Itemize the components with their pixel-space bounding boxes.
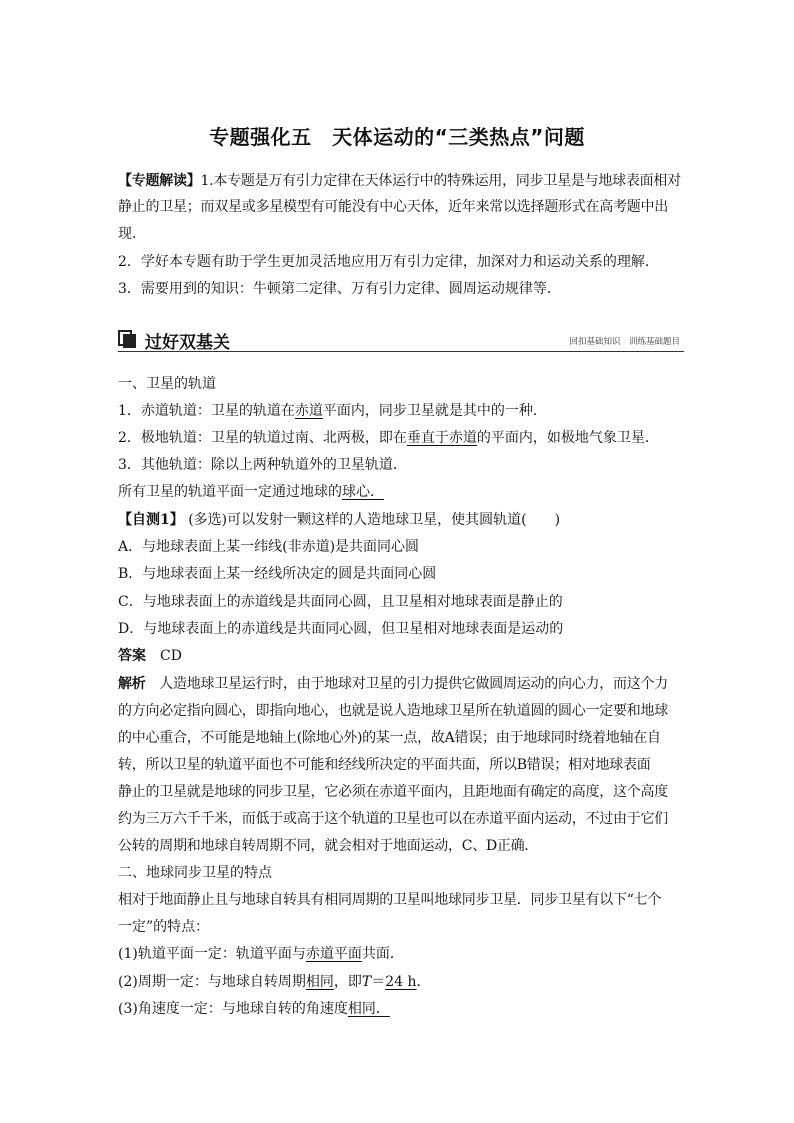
intro-tag: 【专题解读】 [118, 173, 201, 189]
feature-period: (2)周期一定：与地球自转周期相同，即T＝24 h． [118, 974, 431, 990]
analysis-line-3: 的中心重合，不可能是地轴上(除地心外)的某一点，故A错误；由于地球同时绕着地轴在自 [118, 730, 661, 746]
intro-line-2: 静止的卫星；而双星或多星模型有可能没有中心天体，近年来常以选择题形式在高考题中出 [118, 199, 668, 215]
part1-heading: 一、卫星的轨道 [118, 376, 216, 392]
orbit-other: 3．其他轨道：除以上两种轨道外的卫星轨道． [118, 457, 407, 473]
section-divider [118, 351, 684, 352]
quiz-question: 【自测1】 (多选)可以发射一颗这样的人造地球卫星，使其圆轨道( ) [118, 512, 561, 528]
intro-line-1: 【专题解读】1.本专题是万有引力定律在天体运行中的特殊运用，同步卫星是与地球表面相对 [118, 173, 681, 189]
quiz-option-b: B．与地球表面上某一经线所决定的圆是共面同心圆 [118, 566, 437, 582]
feature-orbit-plane: (1)轨道平面一定：轨道平面与赤道平面共面． [118, 946, 404, 962]
section-header [118, 327, 684, 353]
intro-point-3: 3．需要用到的知识：牛顿第二定律、万有引力定律、圆周运动规律等． [118, 281, 561, 297]
analysis-label: 解析 [118, 676, 146, 692]
part2-intro-2: 一定”的特点： [118, 919, 210, 935]
quiz-tag: 【自测1】 [118, 512, 184, 528]
part2-heading: 二、地球同步卫星的特点 [118, 865, 272, 881]
quiz-option-a: A．与地球表面上某一纬线(非赤道)是共面同心圆 [118, 539, 420, 555]
intro-point-2: 2．学好本专题有助于学生更加灵活地应用万有引力定律，加深对力和运动关系的理解． [118, 254, 659, 270]
intro-line-3: 现． [118, 226, 146, 242]
quiz-option-c: C．与地球表面上的赤道线是共面同心圆，且卫星相对地球表面是静止的 [118, 594, 563, 610]
analysis-line-5: 静止的卫星就是地球的同步卫星，它必须在赤道平面内，且距地面有确定的高度，这个高度 [118, 784, 668, 800]
analysis-line-6: 约为三万六千千米，而低于或高于这个轨道的卫星也可以在赤道平面内运动，不过由于它们 [118, 811, 668, 827]
orbit-polar: 2．极地轨道：卫星的轨道过南、北两极，即在垂直于赤道的平面内，如极地气象卫星． [118, 430, 659, 446]
orbit-summary: 所有卫星的轨道平面一定通过地球的球心． [118, 484, 384, 500]
section-icon [118, 330, 136, 348]
answer-label: 答案 [118, 648, 146, 664]
section-subtitle: 回扣基础知识 训练基础题目 [569, 337, 680, 347]
analysis-line-7: 公转的周期和地球自转周期不同，就会相对于地面运动，C、D正确． [118, 838, 539, 854]
feature-angular-velocity: (3)角速度一定：与地球自转的角速度相同． [118, 1001, 390, 1017]
section-title: 过好双基关 [145, 333, 230, 353]
page-title: 专题强化五 天体运动的“三类热点”问题 [209, 125, 585, 149]
analysis-line-4: 转，所以卫星的轨道平面也不可能和经线所决定的平面共面，所以B错误；相对地球表面 [118, 757, 651, 773]
part2-intro-1: 相对于地面静止且与地球自转具有相同周期的卫星叫地球同步卫星．同步卫星有以下“七个 [118, 892, 662, 908]
analysis-line-2: 的方向必定指向圆心，即指向地心，也就是说人造地球卫星所在轨道圆的圆心一定要和地球 [118, 703, 668, 719]
quiz-answer: 答案 CD [118, 648, 182, 664]
orbit-equatorial: 1．赤道轨道：卫星的轨道在赤道平面内，同步卫星就是其中的一种． [118, 403, 547, 419]
analysis-line-1: 解析 人造地球卫星运行时，由于地球对卫星的引力提供它做圆周运动的向心力，而这个力 [118, 676, 668, 692]
quiz-option-d: D．与地球表面上的赤道线是共面同心圆，但卫星相对地球表面是运动的 [118, 621, 564, 637]
